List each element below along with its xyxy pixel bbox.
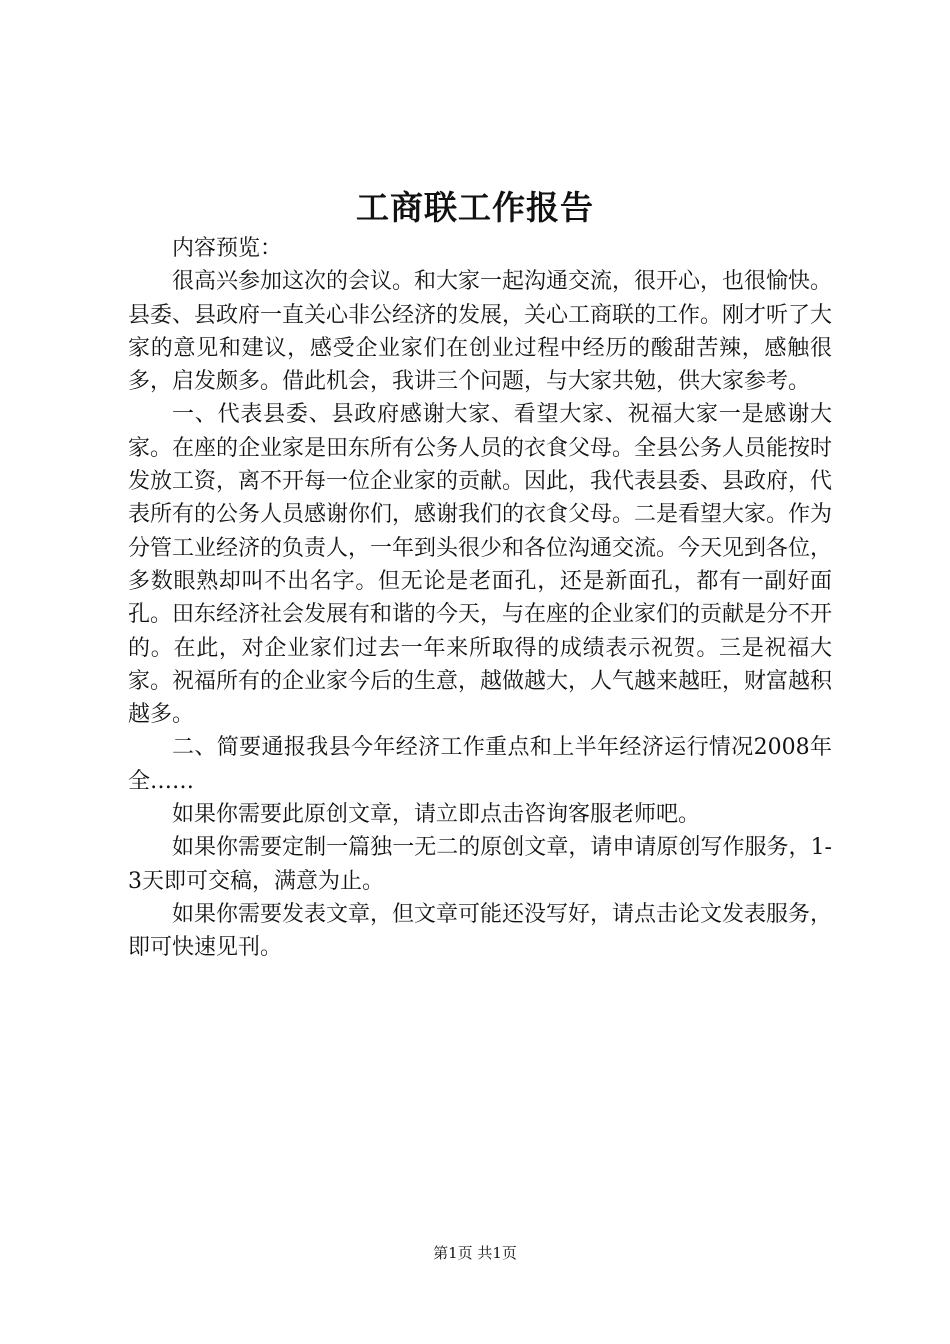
paragraph-intro: 很高兴参加这次的会议。和大家一起沟通交流，很开心，也很愉快。县委、县政府一直关心非公经济的发展，关心工商联的工作。刚才听了大家的意见和建议，感受企业家们在创业过程中经历的酸甜苦辣，感触很多，启发颇多。借此机会，我讲三个问题，与大家共勉，供大家参考。 [128,269,833,395]
document-body [128,232,832,965]
paragraph-section-two: 二、简要通报我县今年经济工作重点和上半年经济运行情况2008年全…… [128,735,832,794]
paragraph-promo-custom: 如果你需要定制一篇独一无二的原创文章，请申请原创写作服务，1-3天即可交稿，满意为止。 [128,835,832,894]
preview-label: 内容预览： [172,236,283,261]
document-title: 工商联工作报告 [356,188,594,227]
paragraph-promo-original: 如果你需要此原创文章，请立即点击咨询客服老师吧。 [172,802,701,828]
paragraph-section-one: 一、代表县委、县政府感谢大家、看望大家、祝福大家一是感谢大家。在座的企业家是田东所有公务人员的衣食父母。全县公务人员能按时发放工资，离不开每一位企业家的贡献。因此，我代表县委、县政府，代表所有的公务人员感谢你们，感谢我们的衣食父母。二是看望大家。作为分管工业经济的负责人，一年到头很少和各位沟通交流。今天见到各位，多数眼熟却叫不出名字。但无论是老面孔，还是新面孔，都有一副好面孔。田东经济社会发展有和谐的今天，与在座的企业家们的贡献是分不开的。在此，对企业家们过去一年来所取得的成绩表示祝贺。三是祝福大家。祝福所有的企业家今后的生意，越做越大，人气越来越旺，财富越积越多。 [128,402,833,728]
paragraph-promo-publish: 如果你需要发表文章，但文章可能还没写好，请点击论文发表服务，即可快速见刊。 [128,901,833,961]
page-footer: 第1页 共1页 [433,1244,517,1262]
